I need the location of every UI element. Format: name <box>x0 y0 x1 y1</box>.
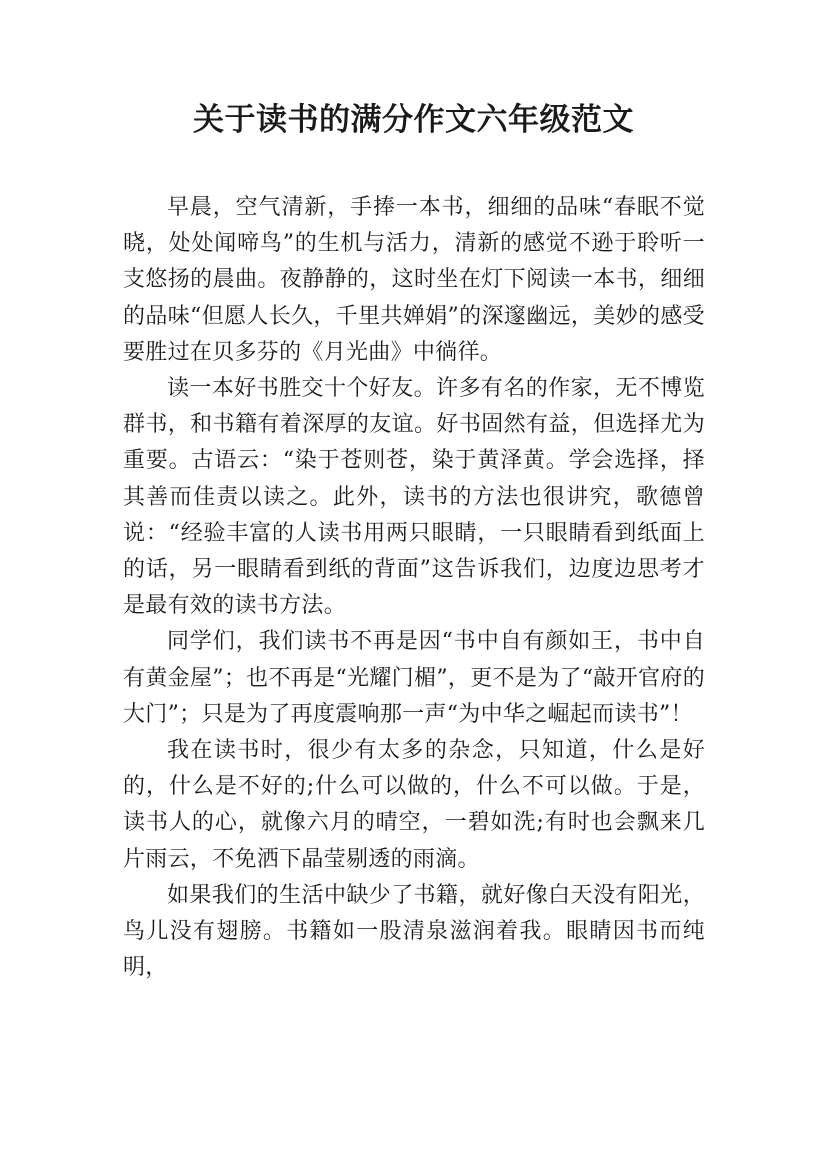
paragraph: 我在读书时，很少有太多的杂念，只知道，什么是好的，什么是不好的;什么可以做的，什么不可以做。于是，读书人的心，就像六月的晴空，一碧如洗;有时也会飘来几片雨云，不免洒下晶莹剔透的雨滴。 <box>123 738 705 872</box>
paragraph: 如果我们的生活中缺少了书籍，就好像白天没有阳光，鸟儿没有翅膀。书籍如一股清泉滋润着我。眼睛因书而纯明， <box>123 882 705 981</box>
document-title: 关于读书的满分作文六年级范文 <box>193 102 634 138</box>
document-body <box>123 190 705 986</box>
paragraph: 早晨，空气清新，手捧一本书，细细的品味“春眠不觉晓，处处闻啼鸟”的生机与活力，清新的感觉不逊于聆听一支悠扬的晨曲。夜静静的，这时坐在灯下阅读一本书，细细的品味“但愿人长久，千里共婵娟”的深邃幽远，美妙的感受要胜过在贝多芬的《月光曲》中徜徉。 <box>123 195 705 365</box>
paragraph: 读一本好书胜交十个好友。许多有名的作家，无不博览群书，和书籍有着深厚的友谊。好书固然有益，但选择尤为重要。古语云：“染于苍则苍，染于黄泽黄。学会选择，择其善而佳责以读之。此外，读书的方法也很讲究，歌德曾说：“经验丰富的人读书用两只眼睛，一只眼睛看到纸面上的话，另一眼睛看到纸的背面”这告诉我们，边度边思考才是最有效的读书方法。 <box>123 376 705 619</box>
paragraph: 同学们，我们读书不再是因“书中自有颜如王，书中自有黄金屋”；也不再是“光耀门楣”，更不是为了“敲开官府的大门”；只是为了再度震响那一声“为中华之崛起而读书”！ <box>123 629 705 727</box>
